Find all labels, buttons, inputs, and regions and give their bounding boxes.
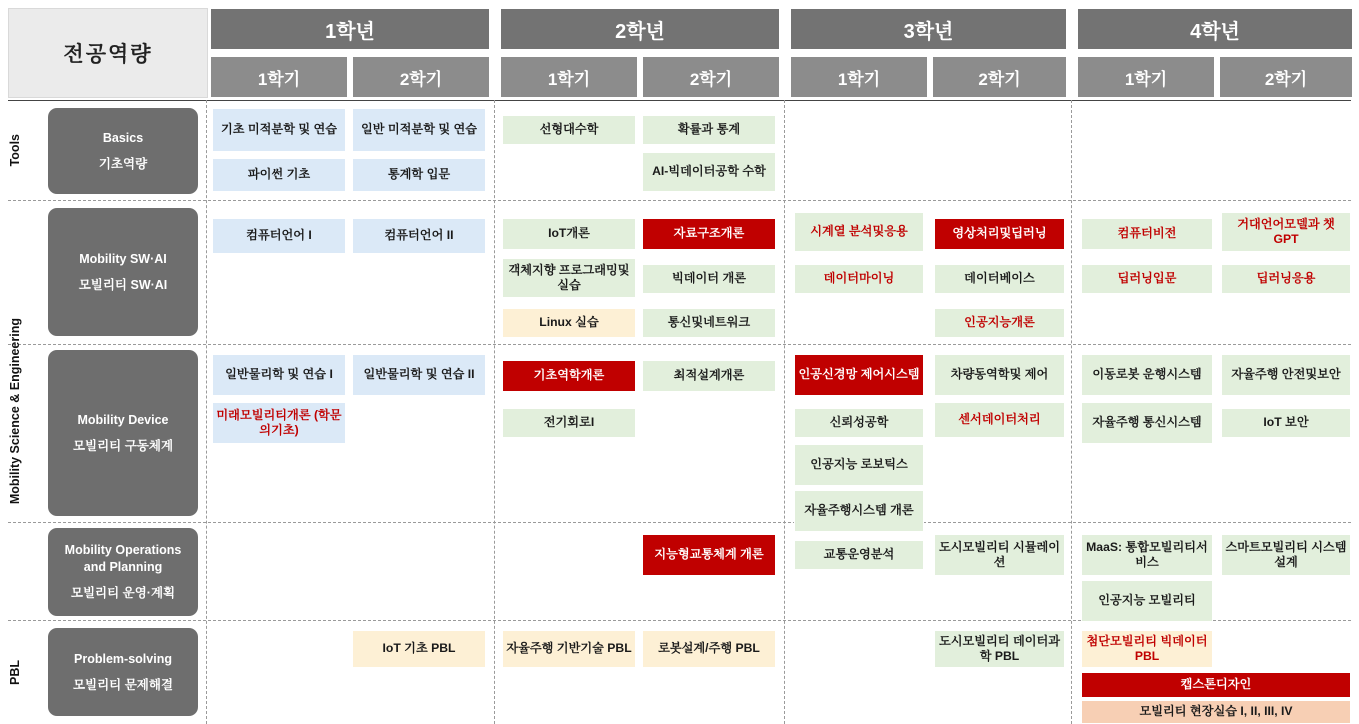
course-chip[interactable]: 도시모빌리티 데이터과학 PBL xyxy=(934,630,1065,668)
grid-col-sep-0 xyxy=(206,100,207,724)
area-problem-solving xyxy=(48,628,198,716)
course-chip[interactable]: 데이터마이닝 xyxy=(794,264,924,294)
area-mobility-swai-ko: 모빌리티 SW·AI xyxy=(78,277,168,292)
area-mobility-ops-ko: 모빌리티 운영·계획 xyxy=(70,585,176,600)
header-semester-1-1: 1학기 xyxy=(210,56,348,98)
header-semester-2-1: 1학기 xyxy=(500,56,638,98)
area-mobility-device-en: Mobility Device xyxy=(77,412,169,427)
grid-line-row1 xyxy=(8,200,1351,201)
course-chip[interactable]: 센서데이터처리 xyxy=(934,402,1065,438)
grid-col-sep-1 xyxy=(494,100,495,724)
area-mobility-device xyxy=(48,350,198,516)
course-chip[interactable]: MaaS: 통합모빌리티서비스 xyxy=(1081,534,1213,576)
course-chip[interactable]: 신뢰성공학 xyxy=(794,408,924,438)
course-chip[interactable]: 미래모빌리티개론 (학문의기초) xyxy=(212,402,346,444)
course-chip[interactable]: 자율주행 기반기술 PBL xyxy=(502,630,636,668)
course-chip[interactable]: IoT개론 xyxy=(502,218,636,250)
area-mobility-ops-en: Mobility Operations and Planning xyxy=(64,543,182,575)
course-chip[interactable]: 통신및네트워크 xyxy=(642,308,776,338)
row-label-science xyxy=(2,202,28,620)
course-chip[interactable]: 인공지능 모빌리티 xyxy=(1081,580,1213,622)
course-chip[interactable]: 인공신경망 제어시스템 xyxy=(794,354,924,396)
course-chip[interactable]: 확률과 통계 xyxy=(642,115,776,145)
course-chip[interactable]: 일반물리학 및 연습 II xyxy=(352,354,486,396)
course-chip[interactable]: IoT 보안 xyxy=(1221,408,1351,438)
row-label-pbl xyxy=(2,622,28,722)
course-chip[interactable]: 거대언어모델과 챗GPT xyxy=(1221,212,1351,252)
area-mobility-swai xyxy=(48,208,198,336)
course-chip[interactable]: 컴퓨터언어 II xyxy=(352,218,486,254)
course-chip[interactable]: 캡스톤디자인 xyxy=(1081,672,1351,698)
course-chip[interactable]: 차량동역학및 제어 xyxy=(934,354,1065,396)
course-chip[interactable]: 시계열 분석및응용 xyxy=(794,212,924,252)
course-chip[interactable]: 교통운영분석 xyxy=(794,540,924,570)
header-year-4: 4학년 xyxy=(1077,8,1353,50)
course-chip[interactable]: Linux 실습 xyxy=(502,308,636,338)
grid-line-row2 xyxy=(8,344,1351,345)
row-label-pbl-text: PBL xyxy=(8,659,22,685)
course-chip[interactable]: 이동로봇 운행시스템 xyxy=(1081,354,1213,396)
area-problem-solving-ko: 모빌리티 문제해결 xyxy=(72,677,174,692)
row-label-tools xyxy=(2,102,28,198)
area-basics-ko: 기초역량 xyxy=(98,156,148,171)
course-chip[interactable]: 영상처리및딥러닝 xyxy=(934,218,1065,250)
header-year-1: 1학년 xyxy=(210,8,490,50)
area-problem-solving-en: Problem-solving xyxy=(74,651,172,666)
course-chip[interactable]: 로봇설계/주행 PBL xyxy=(642,630,776,668)
header-semester-4-2: 2학기 xyxy=(1219,56,1353,98)
area-mobility-swai-en: Mobility SW·AI xyxy=(79,251,167,266)
course-chip[interactable]: 통계학 입문 xyxy=(352,158,486,192)
course-chip[interactable]: 일반 미적분학 및 연습 xyxy=(352,108,486,152)
course-chip[interactable]: 일반물리학 및 연습 I xyxy=(212,354,346,396)
course-chip[interactable]: 컴퓨터비전 xyxy=(1081,218,1213,250)
header-semester-4-1: 1학기 xyxy=(1077,56,1215,98)
course-chip[interactable]: 자율주행 통신시스템 xyxy=(1081,402,1213,444)
course-chip[interactable]: 딥러닝입문 xyxy=(1081,264,1213,294)
row-label-science-text: Mobility Science & Engineering xyxy=(8,317,22,505)
row-label-tools-text: Tools xyxy=(8,133,22,167)
course-chip[interactable]: 기초역학개론 xyxy=(502,360,636,392)
grid-col-sep-2 xyxy=(784,100,785,724)
area-basics xyxy=(48,108,198,194)
course-chip[interactable]: 데이터베이스 xyxy=(934,264,1065,294)
course-chip[interactable]: 빅데이터 개론 xyxy=(642,264,776,294)
course-chip[interactable]: 자율주행 안전및보안 xyxy=(1221,354,1351,396)
course-chip[interactable]: 딥러닝응용 xyxy=(1221,264,1351,294)
course-chip[interactable]: 자율주행시스템 개론 xyxy=(794,490,924,532)
header-semester-2-2: 2학기 xyxy=(642,56,780,98)
course-chip[interactable]: 최적설계개론 xyxy=(642,360,776,392)
grid-line-row3 xyxy=(8,522,1351,523)
course-chip[interactable]: AI-빅데이터공학 수학 xyxy=(642,152,776,192)
course-chip[interactable]: 스마트모빌리티 시스템설계 xyxy=(1221,534,1351,576)
header-semester-1-2: 2학기 xyxy=(352,56,490,98)
area-basics-en: Basics xyxy=(102,130,144,145)
header-year-2: 2학년 xyxy=(500,8,780,50)
course-chip[interactable]: 모빌리티 현장실습 I, II, III, IV xyxy=(1081,700,1351,724)
course-chip[interactable]: 지능형교통체계 개론 xyxy=(642,534,776,576)
header-semester-3-1: 1학기 xyxy=(790,56,928,98)
header-year-3: 3학년 xyxy=(790,8,1067,50)
page-title: 전공역량 xyxy=(8,8,208,98)
area-mobility-device-ko: 모빌리티 구동체계 xyxy=(72,438,174,453)
course-chip[interactable]: 컴퓨터언어 I xyxy=(212,218,346,254)
course-chip[interactable]: 파이썬 기초 xyxy=(212,158,346,192)
grid-col-sep-3 xyxy=(1071,100,1072,724)
course-chip[interactable]: IoT 기초 PBL xyxy=(352,630,486,668)
course-chip[interactable]: 인공지능 로보틱스 xyxy=(794,444,924,486)
course-chip[interactable]: 자료구조개론 xyxy=(642,218,776,250)
course-chip[interactable]: 객체지향 프로그래밍및실습 xyxy=(502,258,636,298)
header-semester-3-2: 2학기 xyxy=(932,56,1067,98)
course-chip[interactable]: 인공지능개론 xyxy=(934,308,1065,338)
area-mobility-ops xyxy=(48,528,198,616)
course-chip[interactable]: 전기회로I xyxy=(502,408,636,438)
course-chip[interactable]: 첨단모빌리티 빅데이터 PBL xyxy=(1081,630,1213,668)
course-chip[interactable]: 선형대수학 xyxy=(502,115,636,145)
grid-line-top xyxy=(8,100,1351,101)
course-chip[interactable]: 기초 미적분학 및 연습 xyxy=(212,108,346,152)
course-chip[interactable]: 도시모빌리티 시뮬레이션 xyxy=(934,534,1065,576)
